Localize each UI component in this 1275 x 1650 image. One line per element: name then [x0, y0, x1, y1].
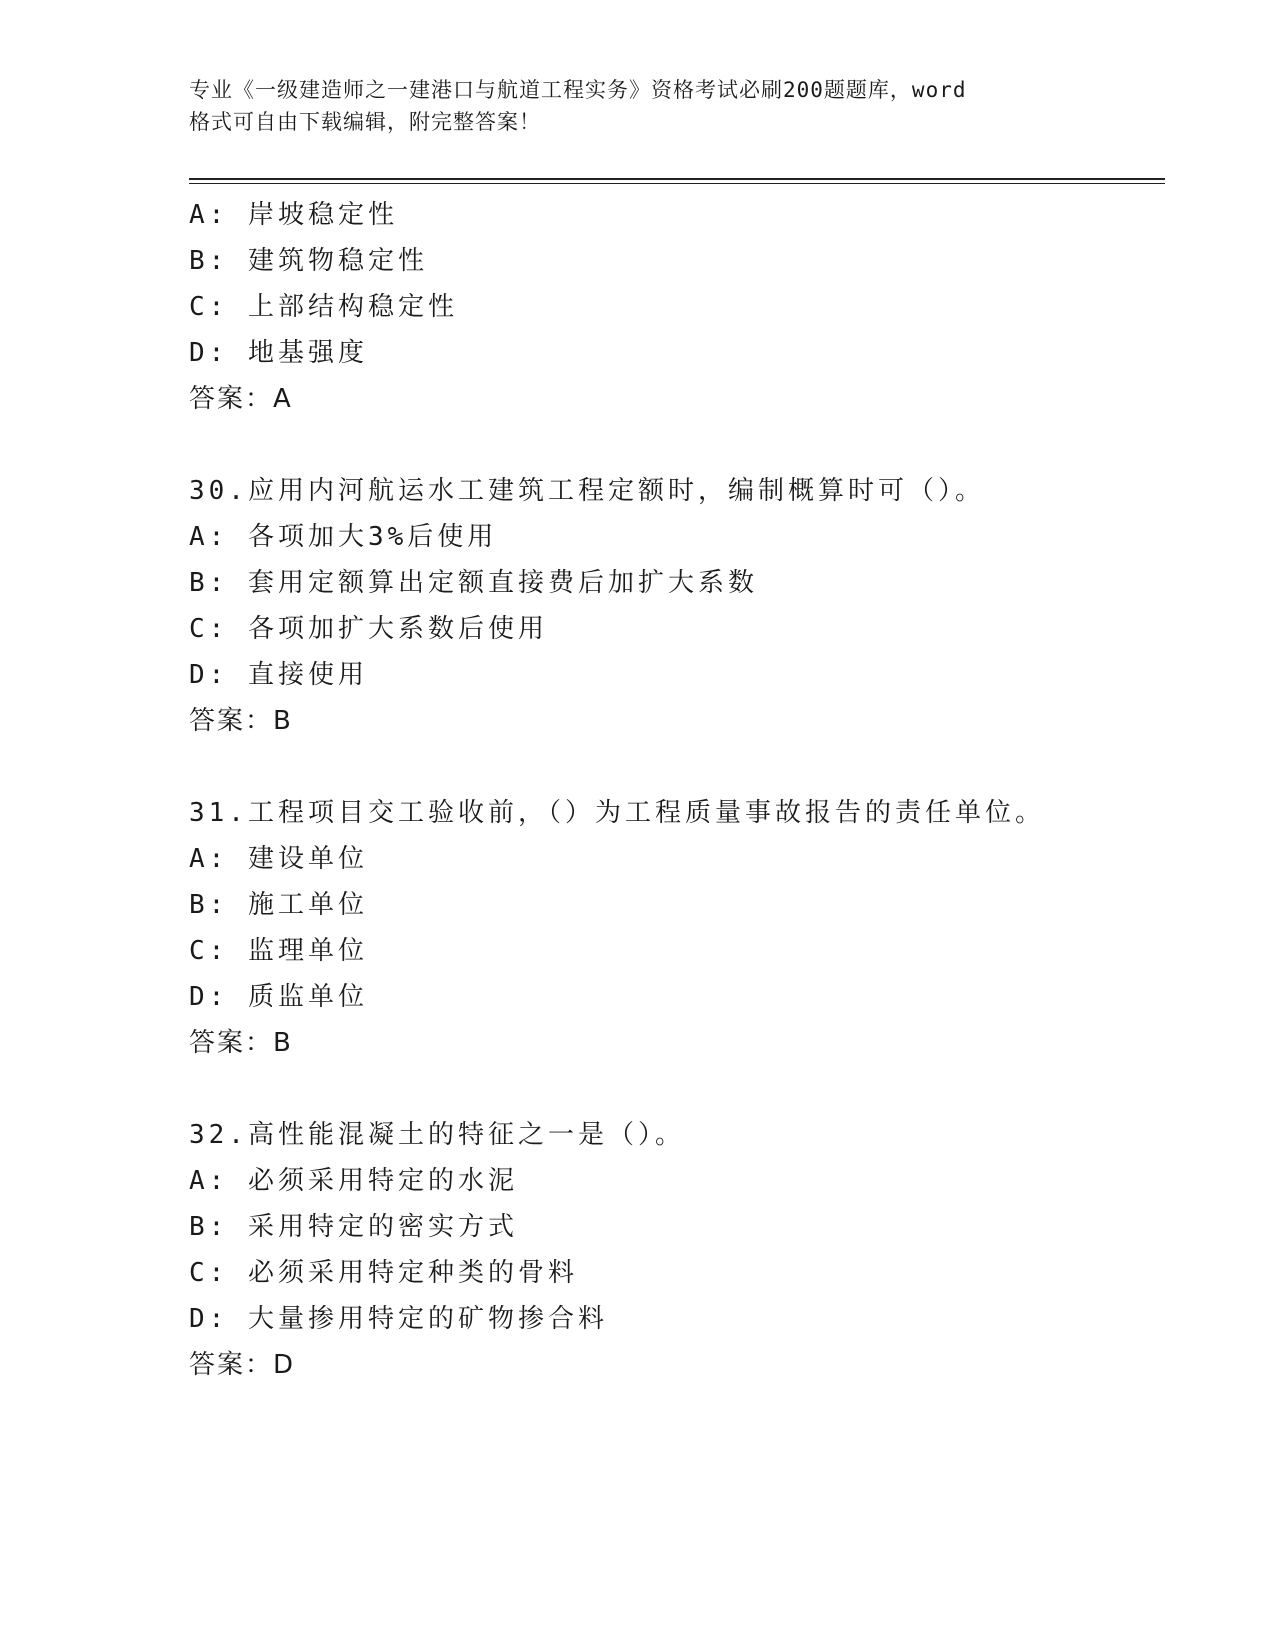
question-stem: 32.高性能混凝土的特征之一是（）。 [189, 1120, 685, 1150]
header-title-line-2: 格式可自由下载编辑，附完整答案！ [189, 110, 541, 134]
option-c: C: 各项加扩大系数后使用 [189, 614, 548, 644]
option-d: D: 大量掺用特定的矿物掺合料 [189, 1304, 608, 1334]
option-a: A: 各项加大3%后使用 [189, 522, 498, 552]
header-divider-thin [189, 183, 1165, 184]
answer-line: 答案：A [189, 384, 293, 414]
question-32 [189, 1112, 1169, 1388]
question-stem: 31.工程项目交工验收前，（）为工程质量事故报告的责任单位。 [189, 798, 1045, 828]
header-title-line-1: 专业《一级建造师之一建港口与航道工程实务》资格考试必刷200题题库，word [189, 78, 967, 102]
option-a: A: 建设单位 [189, 844, 368, 874]
option-b: B: 采用特定的密实方式 [189, 1212, 518, 1242]
option-c: C: 监理单位 [189, 936, 368, 966]
answer-line: 答案：B [189, 1028, 293, 1058]
spacer [189, 422, 1169, 468]
answer-line: 答案：B [189, 706, 293, 736]
question-stem: 30.应用内河航运水工建筑工程定额时，编制概算时可（）。 [189, 476, 985, 506]
option-a: A: 必须采用特定的水泥 [189, 1166, 518, 1196]
spacer [189, 744, 1169, 790]
question-list [189, 192, 1169, 1388]
option-b: B: 建筑物稳定性 [189, 246, 428, 276]
question-31 [189, 790, 1169, 1066]
header-divider-thick [189, 178, 1165, 180]
option-a: A: 岸坡稳定性 [189, 200, 398, 230]
question-29-continued [189, 192, 1169, 422]
option-b: B: 施工单位 [189, 890, 368, 920]
answer-line: 答案：D [189, 1350, 296, 1380]
option-d: D: 质监单位 [189, 982, 368, 1012]
option-d: D: 地基强度 [189, 338, 368, 368]
option-c: C: 上部结构稳定性 [189, 292, 458, 322]
option-d: D: 直接使用 [189, 660, 368, 690]
document-header [189, 74, 1089, 138]
option-b: B: 套用定额算出定额直接费后加扩大系数 [189, 568, 758, 598]
spacer [189, 1066, 1169, 1112]
option-c: C: 必须采用特定种类的骨料 [189, 1258, 578, 1288]
question-30 [189, 468, 1169, 744]
